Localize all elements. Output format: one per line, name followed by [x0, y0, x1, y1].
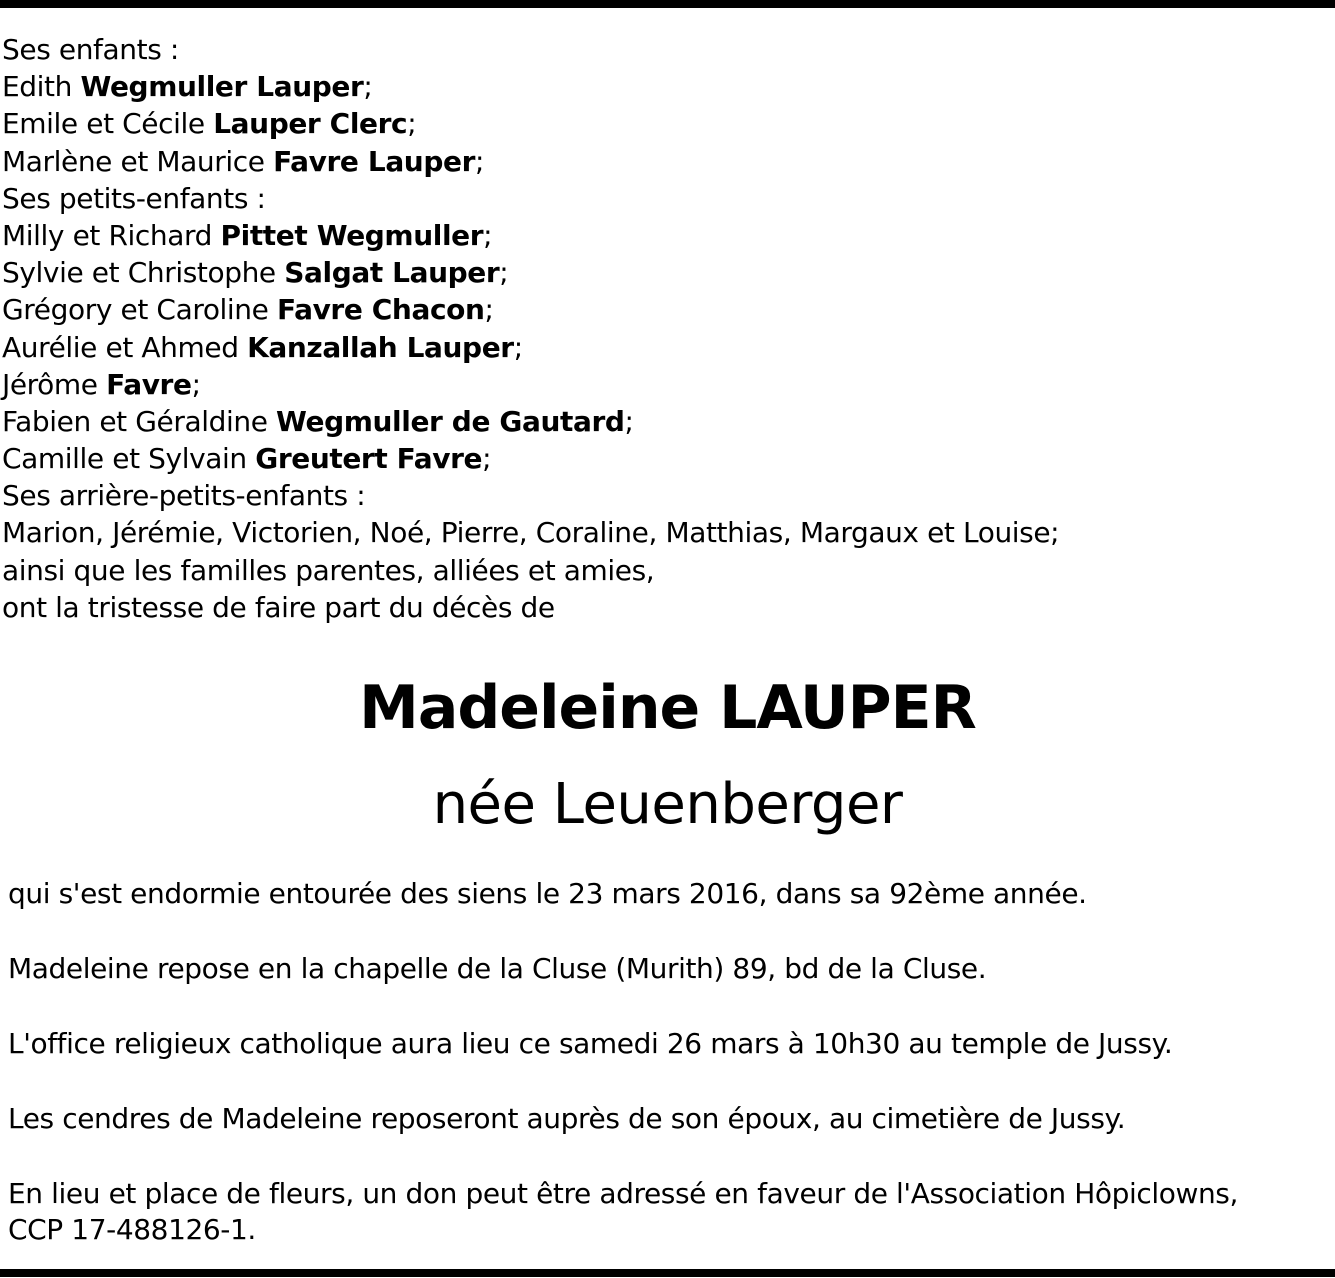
family-line: ont la tristesse de faire part du décès de [2, 590, 555, 624]
top-rule [0, 0, 1335, 8]
family-line: Emile et Cécile Lauper Clerc; [2, 107, 417, 141]
ashes-paragraph: Les cendres de Madeleine reposeront auprès de son époux, au cimetière de Jussy. [8, 1102, 1126, 1135]
family-line: Milly et Richard Pittet Wegmuller; [2, 218, 493, 252]
donation-account: CCP 17-488126-1. [8, 1213, 256, 1246]
family-line: ainsi que les familles parentes, alliées et amies, [2, 553, 655, 587]
bottom-rule [0, 1269, 1335, 1277]
family-line: Fabien et Géraldine Wegmuller de Gautard; [2, 404, 634, 438]
family-line: Jérôme Favre; [2, 367, 201, 401]
obituary-details [8, 876, 1333, 1248]
chapel-paragraph: Madeleine repose en la chapelle de la Cluse (Murith) 89, bd de la Cluse. [8, 952, 987, 985]
family-line: Aurélie et Ahmed Kanzallah Lauper; [2, 330, 523, 364]
family-line: Marlène et Maurice Favre Lauper; [2, 144, 485, 178]
family-line: Marion, Jérémie, Victorien, Noé, Pierre, Coraline, Matthias, Margaux et Louise; [2, 516, 1060, 550]
deceased-name: Madeleine LAUPER [359, 673, 976, 743]
family-line: Camille et Sylvain Greutert Favre; [2, 442, 492, 476]
family-line: Ses enfants : [2, 33, 179, 66]
family-line: Ses arrière-petits-enfants : [2, 479, 366, 513]
family-line: Edith Wegmuller Lauper; [2, 70, 373, 104]
passing-paragraph: qui s'est endormie entourée des siens le 23 mars 2016, dans sa 92ème année. [8, 877, 1087, 910]
family-line: Grégory et Caroline Favre Chacon; [2, 293, 494, 327]
donation-paragraph: En lieu et place de fleurs, un don peut être adressé en faveur de l'Association Hôpiclowns, [8, 1177, 1238, 1210]
family-line: Ses petits-enfants : [2, 181, 266, 215]
service-paragraph: L'office religieux catholique aura lieu ce samedi 26 mars à 10h30 au temple de Jussy. [8, 1027, 1173, 1060]
maiden-name: née Leuenberger [432, 772, 903, 837]
family-line: Sylvie et Christophe Salgat Lauper; [2, 256, 509, 290]
family-list [2, 31, 1332, 626]
